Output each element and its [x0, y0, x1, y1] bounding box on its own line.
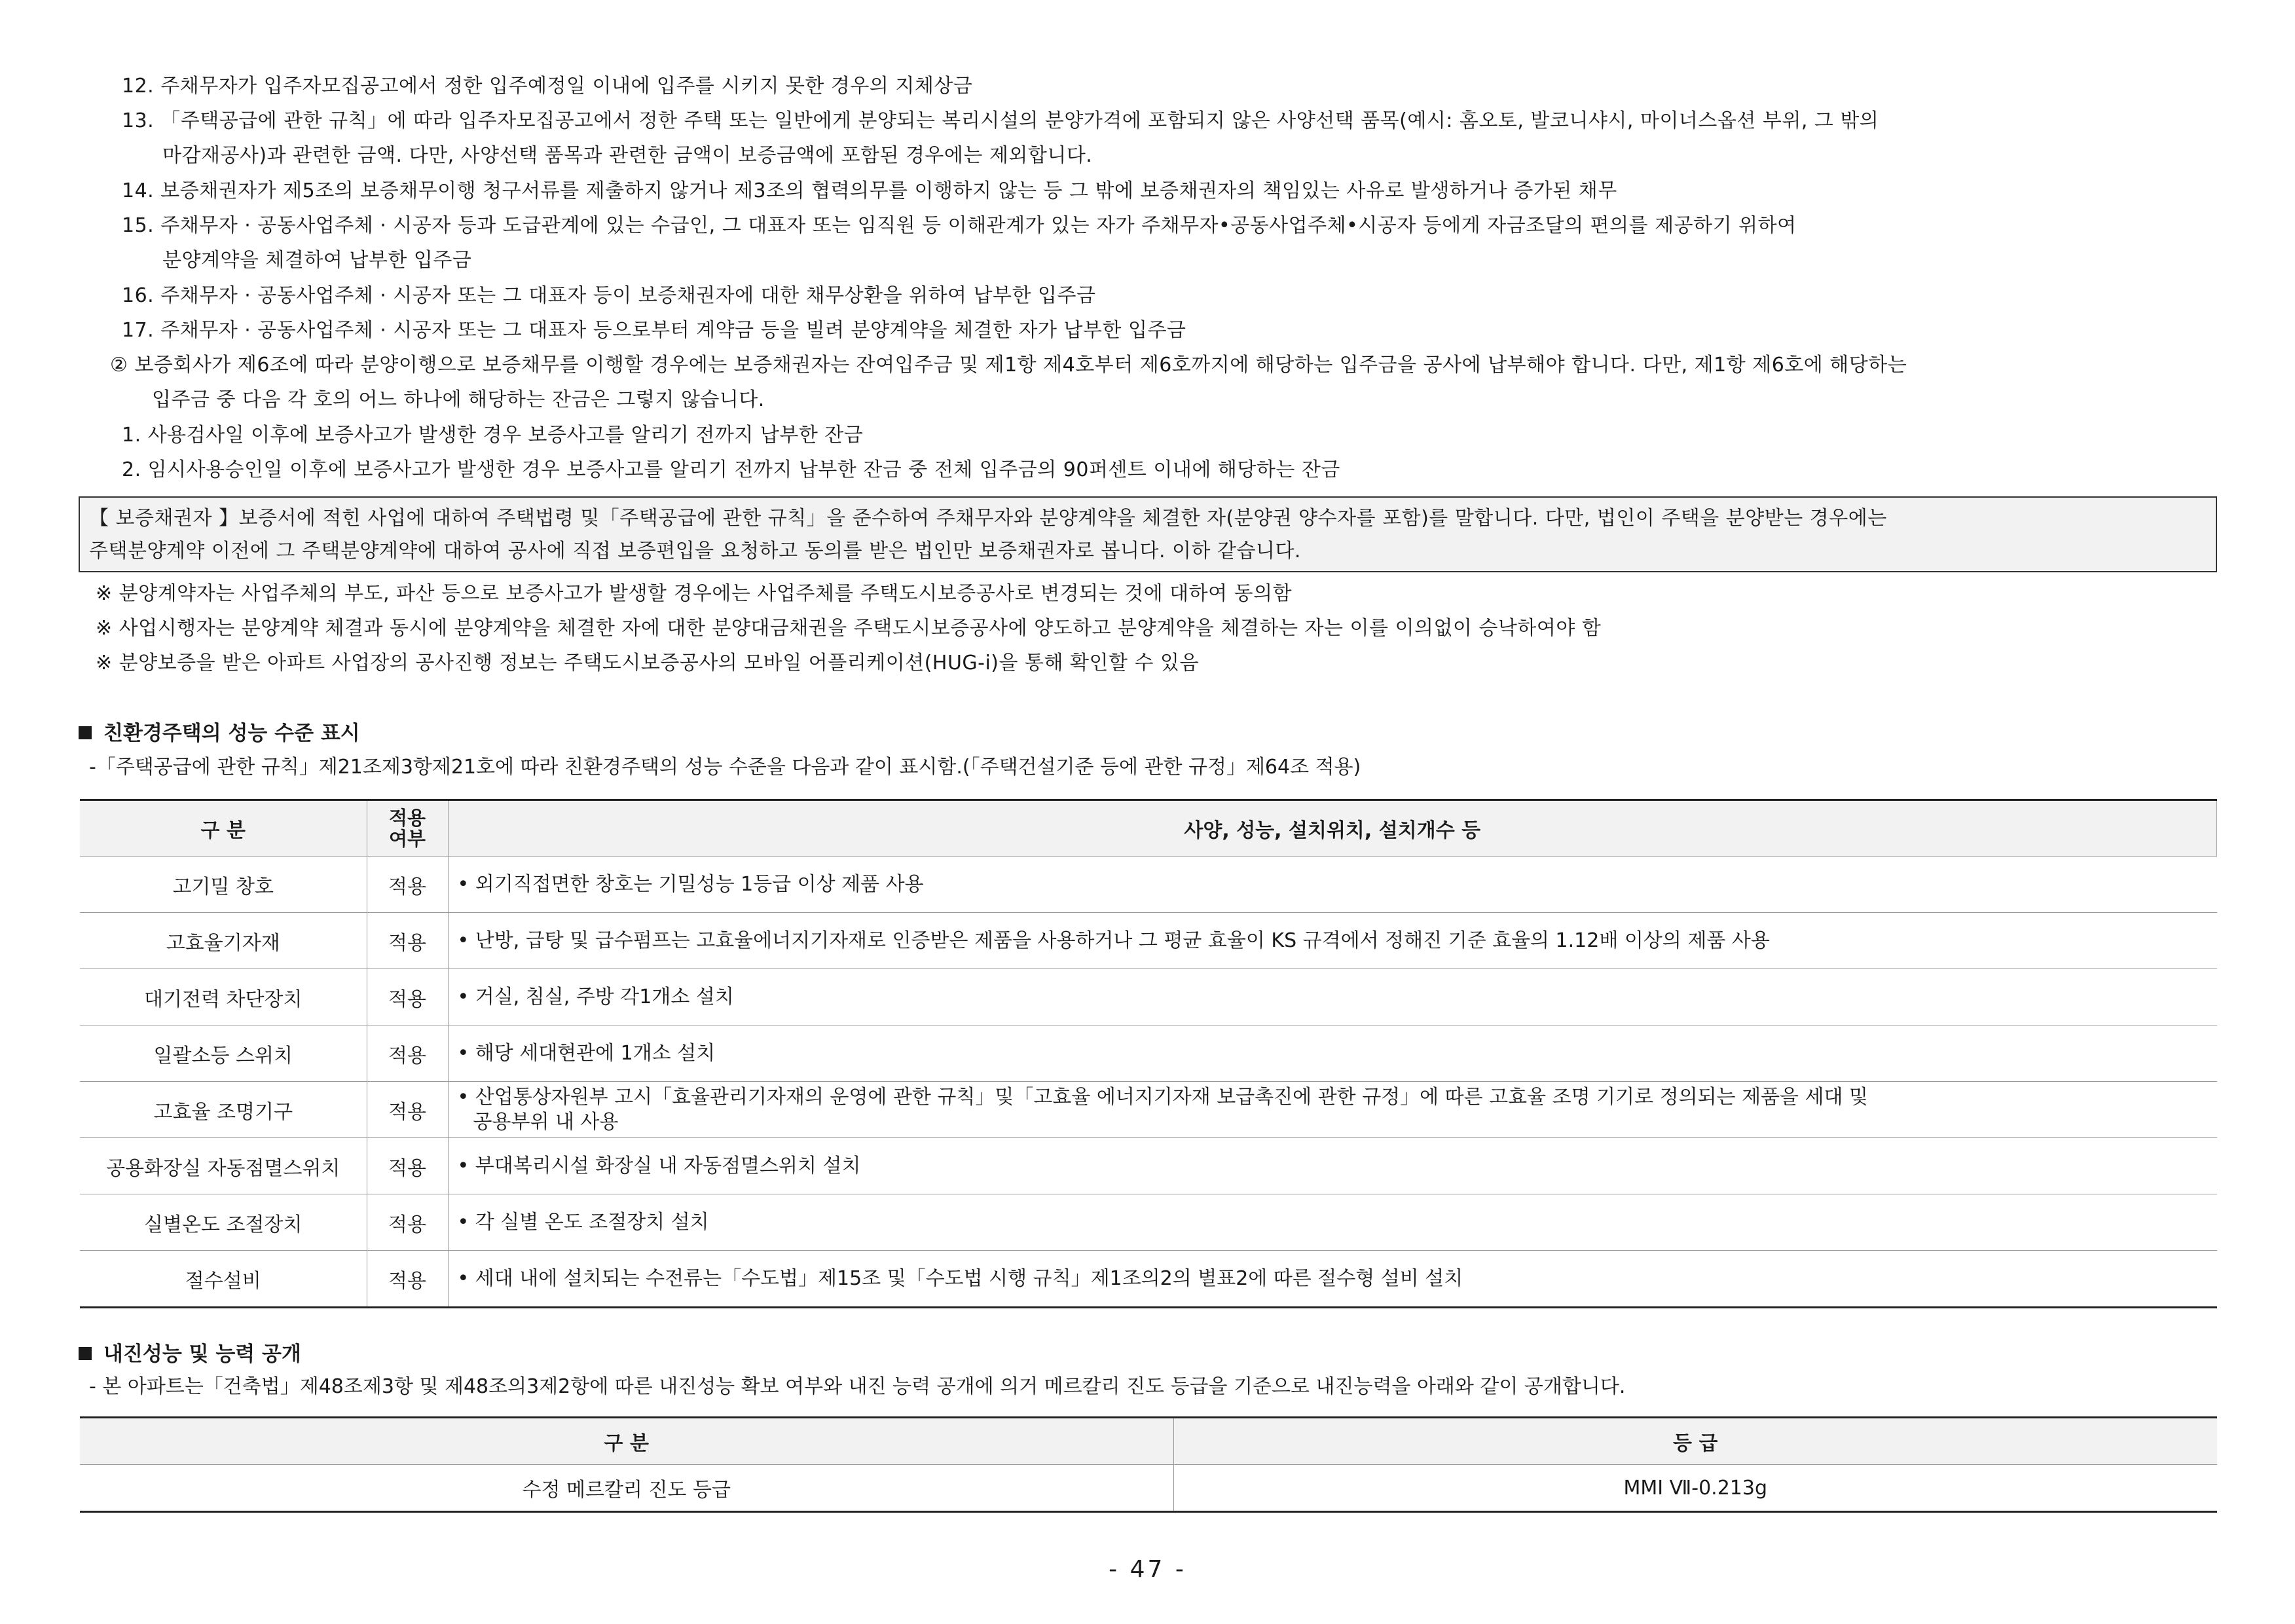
- row-applied: 적용: [367, 1082, 448, 1138]
- seismic-title-text: 내진성능 및 능력 공개: [103, 1342, 301, 1366]
- row-spec-line-2: 공용부위 내 사용: [473, 1110, 619, 1134]
- clause-2: [110, 352, 1907, 378]
- item-number: 16.: [122, 284, 155, 307]
- row-spec: [448, 1082, 2217, 1138]
- header-category: 구 분: [80, 800, 367, 857]
- note-2: ※ 사업시행자는 분양계약 체결과 동시에 분양계약을 체결한 자에 대한 분양대금채권을 주택도시보증공사에 양도하고 분양계약을 체결하는 자는 이를 이의없이 승낙하여야 함: [96, 617, 1602, 640]
- header-spec: 사양, 성능, 설치위치, 설치개수 등: [448, 800, 2217, 857]
- note-3: ※ 분양보증을 받은 아파트 사업장의 공사진행 정보는 주택도시보증공사의 모바일 어플리케이션(HUG-i)을 통해 확인할 수 있음: [96, 652, 1199, 674]
- definition-line-1: 【 보증채권자 】보증서에 적힌 사업에 대하여 주택법령 및「주택공급에 관한 규칙」을 준수하여 주채무자와 분양계약을 체결한 자(분양권 양수자를 포함)를 말합니다. 다만, 법인이 주택을 분양받는 경우에는: [89, 507, 1887, 530]
- seismic-table: [80, 1416, 2217, 1513]
- row-category: 수정 메르칼리 진도 등급: [80, 1465, 1173, 1512]
- note-1: ※ 분양계약자는 사업주체의 부도, 파산 등으로 보증사고가 발생할 경우에는 사업주체를 주택도시보증공사로 변경되는 것에 대하여 동의함: [96, 582, 1293, 605]
- item-number: 14.: [122, 179, 155, 202]
- item-text: 주채무자 · 공동사업주체 · 시공자 또는 그 대표자 등으로부터 계약금 등을 빌려 분양계약을 체결한 자가 납부한 입주금: [160, 319, 1186, 342]
- list-item-12: [122, 73, 972, 100]
- table-row: [80, 1138, 2217, 1194]
- item-number: 13.: [122, 109, 155, 132]
- seismic-section-title: [79, 1341, 301, 1367]
- list-item-13-cont: [162, 143, 1092, 169]
- seismic-section-desc: - 본 아파트는「건축법」제48조제3항 및 제48조의3제2항에 따른 내진성능 확보 여부와 내진 능력 공개에 의거 메르칼리 진도 등급을 기준으로 내진능력을 아래와 같이 공개합니다.: [89, 1375, 1626, 1398]
- item-text: 보증채권자가 제5조의 보증채무이행 청구서류를 제출하지 않거나 제3조의 협력의무를 이행하지 않는 등 그 밖에 보증채권자의 책임있는 사유로 발생하거나 증가된 채무: [160, 179, 1617, 202]
- row-category: 절수설비: [80, 1251, 367, 1308]
- table-row: [80, 1082, 2217, 1138]
- table-row: [80, 1194, 2217, 1251]
- table-row: [80, 1025, 2217, 1082]
- row-spec: • 해당 세대현관에 1개소 설치: [448, 1025, 2217, 1082]
- page-number: - 47 -: [1109, 1556, 1186, 1583]
- header-category: 구 분: [80, 1418, 1173, 1465]
- row-spec-line-1: • 산업통상자원부 고시「효율관리기자재의 운영에 관한 규칙」및「고효율 에너지기자재 보급촉진에 관한 규정」에 따른 고효율 조명 기기로 정의되는 제품을 세대 및: [457, 1085, 1869, 1109]
- row-applied: 적용: [367, 913, 448, 969]
- square-bullet-icon: [79, 1347, 92, 1360]
- row-applied: 적용: [367, 1251, 448, 1308]
- item-text: 주채무자가 입주자모집공고에서 정한 입주예정일 이내에 입주를 시키지 못한 경우의 지체상금: [160, 75, 973, 98]
- row-spec: • 세대 내에 설치되는 수전류는「수도법」제15조 및「수도법 시행 규칙」제1조의2의 별표2에 따른 절수형 설비 설치: [448, 1251, 2217, 1308]
- row-category: 고기밀 창호: [80, 857, 367, 913]
- row-spec: • 부대복리시설 화장실 내 자동점멸스위치 설치: [448, 1138, 2217, 1194]
- item-number: 12.: [122, 75, 155, 98]
- row-applied: 적용: [367, 857, 448, 913]
- definition-line-2: 주택분양계약 이전에 그 주택분양계약에 대하여 공사에 직접 보증편입을 요청하고 동의를 받은 법인만 보증채권자로 봅니다. 이하 같습니다.: [89, 540, 1301, 563]
- item-text: 주채무자 · 공동사업주체 · 시공자 등과 도급관계에 있는 수급인, 그 대표자 또는 임직원 등 이해관계가 있는 자가 주채무자•공동사업주체•시공자 등에게 자금조달의 편의를 제공하기 위하여: [160, 214, 1797, 237]
- eco-section-title: [79, 720, 360, 747]
- sub-item-1: [122, 422, 863, 449]
- list-item-15: [122, 213, 1797, 239]
- row-applied: 적용: [367, 969, 448, 1025]
- row-category: 실별온도 조절장치: [80, 1194, 367, 1251]
- table-row: [80, 857, 2217, 913]
- list-item-15-cont: [162, 248, 471, 274]
- sub-item-2: [122, 457, 1340, 483]
- eco-section-desc: -「주택공급에 관한 규칙」제21조제3항제21호에 따라 친환경주택의 성능 수준을 다음과 같이 표시함.(「주택건설기준 등에 관한 규정」제64조 적용): [89, 756, 1361, 779]
- row-spec: • 난방, 급탕 및 급수펌프는 고효율에너지기자재로 인증받은 제품을 사용하거나 그 평균 효율이 KS 규격에서 정해진 기준 효율의 1.12배 이상의 제품 사용: [448, 913, 2217, 969]
- table-header-row: [80, 1418, 2217, 1465]
- row-applied: 적용: [367, 1138, 448, 1194]
- row-category: 일괄소등 스위치: [80, 1025, 367, 1082]
- item-number: 17.: [122, 319, 155, 342]
- row-spec: • 거실, 침실, 주방 각1개소 설치: [448, 969, 2217, 1025]
- table-row: [80, 913, 2217, 969]
- list-item-17: [122, 318, 1186, 344]
- item-text: 주채무자 · 공동사업주체 · 시공자 또는 그 대표자 등이 보증채권자에 대한 채무상환을 위하여 납부한 입주금: [160, 284, 1096, 307]
- list-item-16: [122, 283, 1095, 309]
- clause-text: 입주금 중 다음 각 호의 어느 하나에 해당하는 잔금은 그렇지 않습니다.: [152, 388, 765, 411]
- clause-marker: ②: [110, 354, 128, 377]
- item-number: 15.: [122, 214, 155, 237]
- item-text: 마감재공사)과 관련한 금액. 다만, 사양선택 품목과 관련한 금액이 보증금액에 포함된 경우에는 제외합니다.: [162, 144, 1093, 167]
- row-applied: 적용: [367, 1025, 448, 1082]
- item-text: 임시사용승인일 이후에 보증사고가 발생한 경우 보증사고를 알리기 전까지 납부한 잔금 중 전체 입주금의 90퍼센트 이내에 해당하는 잔금: [147, 458, 1340, 481]
- header-applied: 적용 여부: [367, 800, 448, 857]
- table-header-row: [80, 800, 2217, 857]
- clause-text: 보증회사가 제6조에 따라 분양이행으로 보증채무를 이행할 경우에는 보증채권자는 잔여입주금 및 제1항 제4호부터 제6호까지에 해당하는 입주금을 공사에 납부해야 합니다. 다만, 제1항 제6호에 해당하는: [134, 354, 1907, 377]
- list-item-13: [122, 108, 1879, 134]
- table-row: [80, 1251, 2217, 1308]
- item-text: 분양계약을 체결하여 납부한 입주금: [162, 249, 472, 272]
- square-bullet-icon: [79, 726, 92, 739]
- row-applied: 적용: [367, 1194, 448, 1251]
- table-row: [80, 1465, 2217, 1512]
- item-text: 사용검사일 이후에 보증사고가 발생한 경우 보증사고를 알리기 전까지 납부한 잔금: [147, 424, 864, 447]
- clause-2-cont: [152, 387, 765, 413]
- item-number: 2.: [122, 458, 141, 481]
- row-category: 대기전력 차단장치: [80, 969, 367, 1025]
- row-spec: • 외기직접면한 창호는 기밀성능 1등급 이상 제품 사용: [448, 857, 2217, 913]
- eco-title-text: 친환경주택의 성능 수준 표시: [103, 722, 360, 745]
- row-category: 고효율 조명기구: [80, 1082, 367, 1138]
- guarantee-creditor-definition-box: [79, 496, 2217, 572]
- item-number: 1.: [122, 424, 141, 447]
- table-row: [80, 969, 2217, 1025]
- eco-performance-table: [80, 799, 2217, 1308]
- row-category: 고효율기자재: [80, 913, 367, 969]
- header-grade: 등 급: [1173, 1418, 2217, 1465]
- item-text: 「주택공급에 관한 규칙」에 따라 입주자모집공고에서 정한 주택 또는 일반에게 분양되는 복리시설의 분양가격에 포함되지 않은 사양선택 품목(예시: 홈오토, 발코니샤시, 마이너스옵션 부위, 그 밖의: [160, 109, 1879, 132]
- list-item-14: [122, 178, 1617, 204]
- row-category: 공용화장실 자동점멸스위치: [80, 1138, 367, 1194]
- row-grade: MMI Ⅶ-0.213g: [1173, 1465, 2217, 1512]
- row-spec: • 각 실별 온도 조절장치 설치: [448, 1194, 2217, 1251]
